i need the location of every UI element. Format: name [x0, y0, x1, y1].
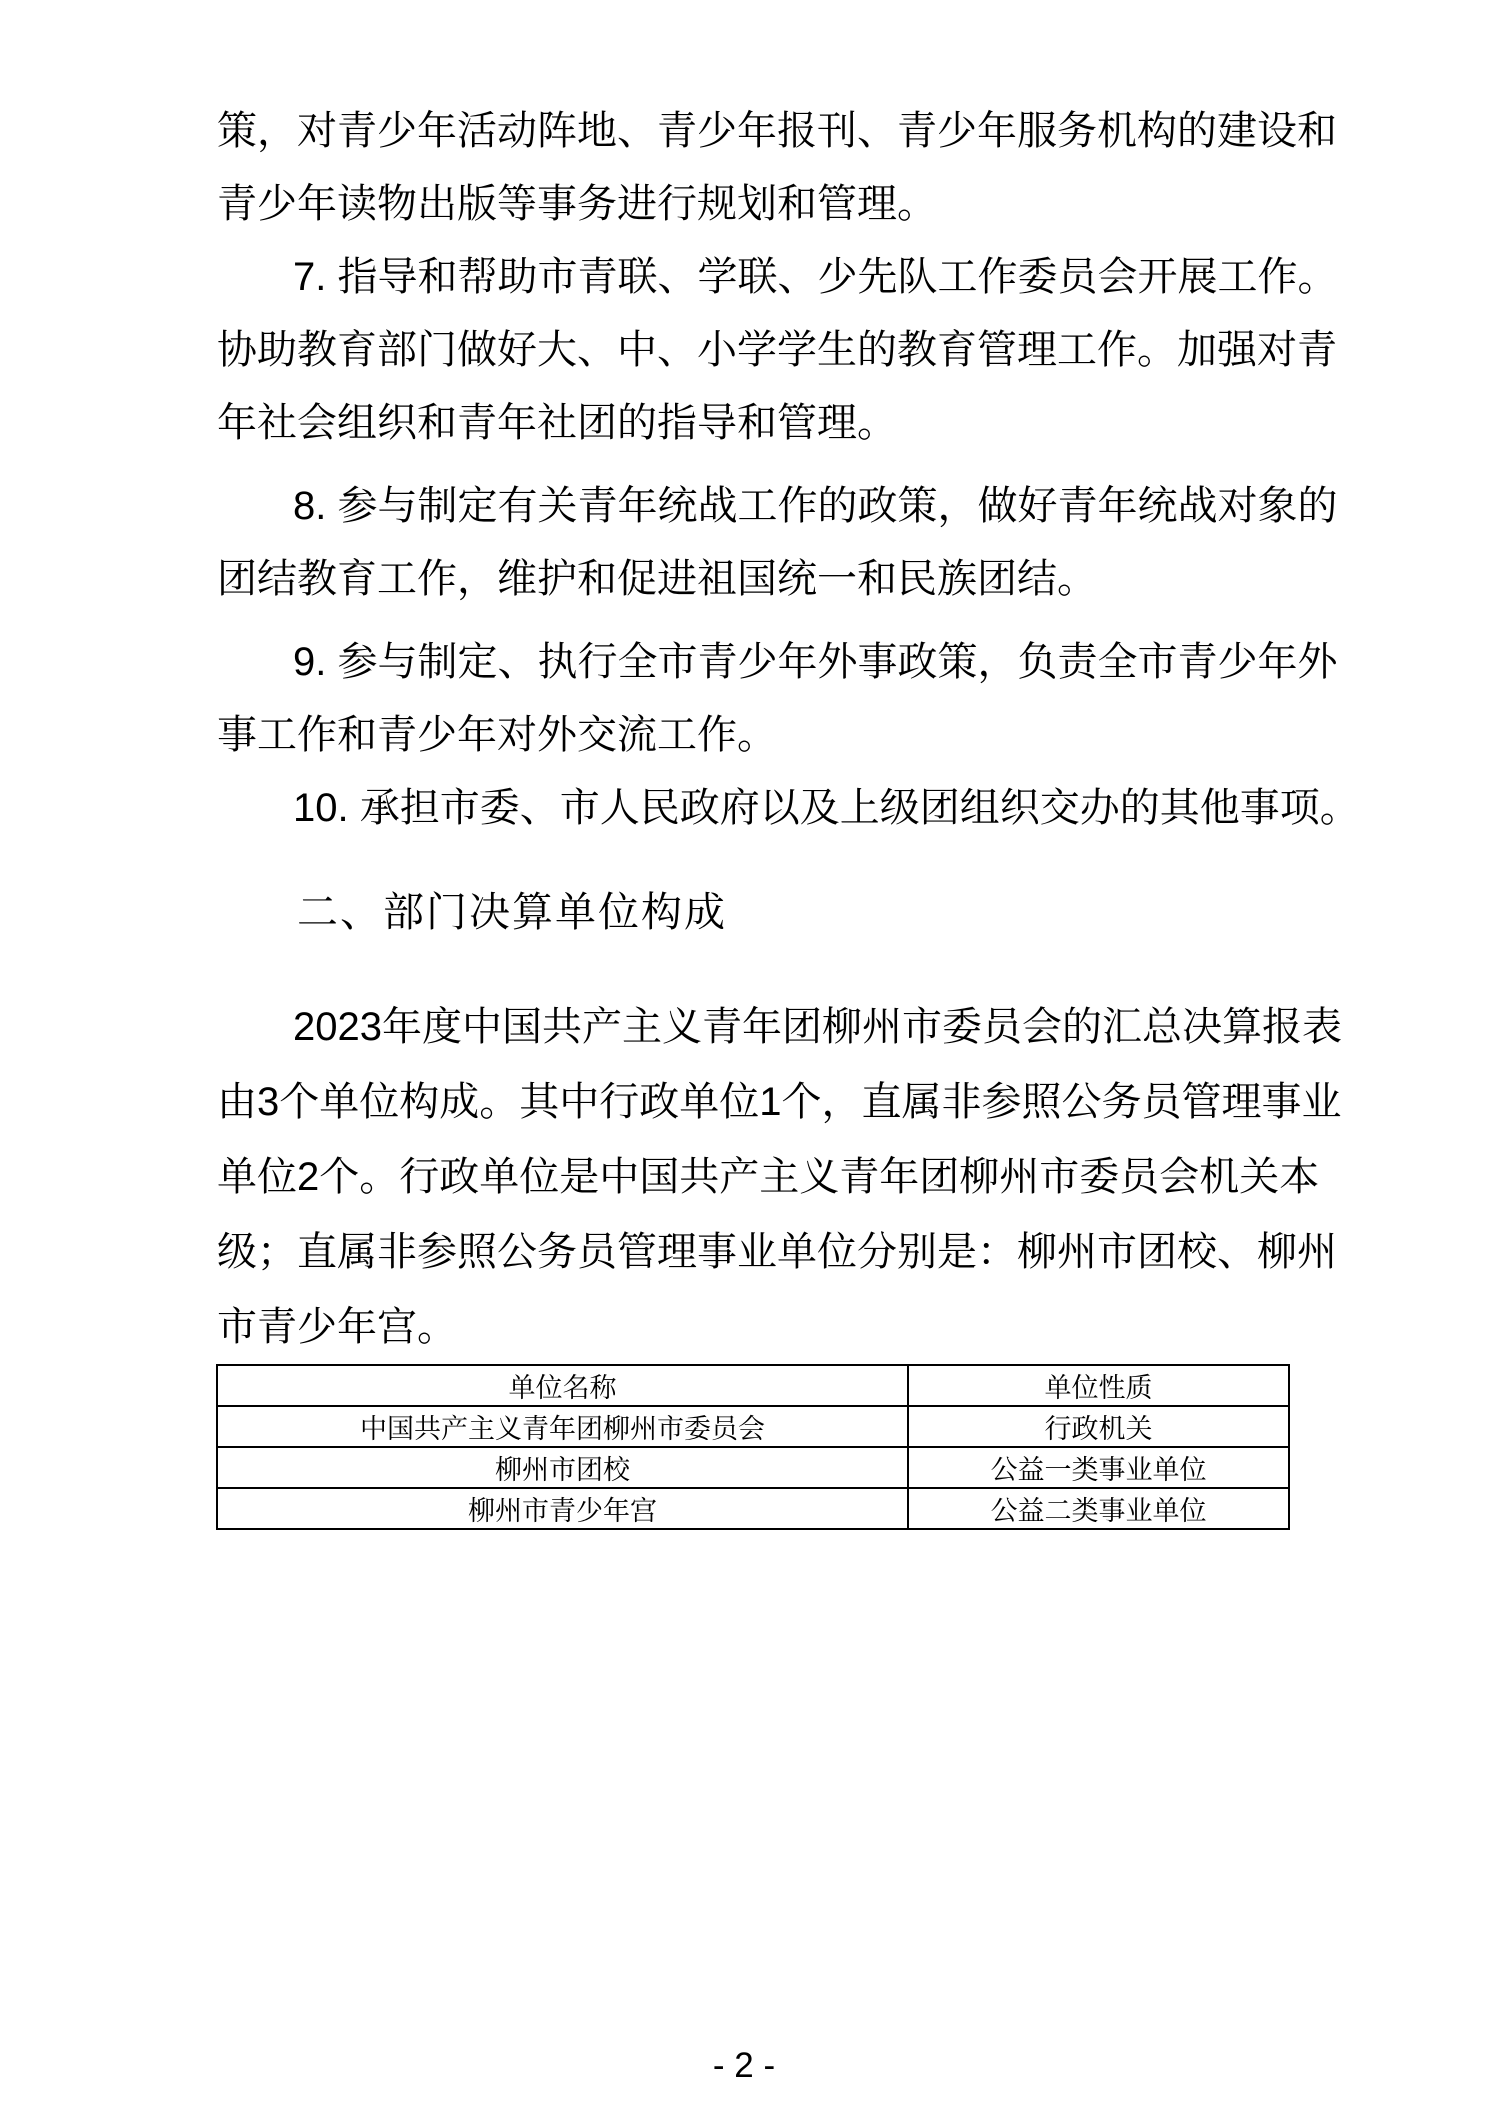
- body-line: 级；直属非参照公务员管理事业单位分别是：柳州市团校、柳州: [217, 1230, 1337, 1274]
- duties-section: [217, 95, 1360, 845]
- body-line: 策，对青少年活动阵地、青少年报刊、青少年服务机构的建设和: [217, 109, 1337, 153]
- table-row: [217, 1406, 1289, 1447]
- table-row: [217, 1447, 1289, 1488]
- section-heading: 二、部门决算单位构成: [297, 889, 727, 935]
- table-cell-unit-type: 行政机关: [908, 1406, 1289, 1447]
- body-line: 青少年读物出版等事务进行规划和管理。: [217, 182, 937, 226]
- body-line: 协助教育部门做好大、中、小学学生的教育管理工作。加强对青: [217, 328, 1337, 372]
- table-header-unit-name: 单位名称: [217, 1365, 908, 1406]
- unit-table: [216, 1364, 1290, 1530]
- table-header-unit-type: 单位性质: [908, 1365, 1289, 1406]
- table-cell-unit-name: 柳州市团校: [217, 1447, 908, 1488]
- body-line: 团结教育工作，维护和促进祖国统一和民族团结。: [217, 557, 1097, 601]
- table-header-row: [217, 1365, 1289, 1406]
- page-number: - 2 -: [712, 2046, 776, 2085]
- table-cell-unit-name: 柳州市青少年宫: [217, 1488, 908, 1529]
- body-line: 2023年度中国共产主义青年团柳州市委员会的汇总决算报表: [293, 1005, 1342, 1049]
- body-line: 单位2个。行政单位是中国共产主义青年团柳州市委员会机关本: [217, 1155, 1320, 1199]
- body-line: 事工作和青少年对外交流工作。: [217, 713, 777, 757]
- body-line-item-9: 9. 参与制定、执行全市青少年外事政策，负责全市青少年外: [293, 640, 1338, 684]
- body-line-item-10: 10. 承担市委、市人民政府以及上级团组织交办的其他事项。: [293, 786, 1360, 830]
- body-line: 由3个单位构成。其中行政单位1个，直属非参照公务员管理事业: [217, 1080, 1342, 1124]
- table-cell-unit-type: 公益二类事业单位: [908, 1488, 1289, 1529]
- body-line-item-7: 7. 指导和帮助市青联、学联、少先队工作委员会开展工作。: [293, 255, 1338, 299]
- unit-composition-paragraph: [217, 990, 1342, 1365]
- body-line: 市青少年宫。: [217, 1305, 457, 1349]
- table-cell-unit-type: 公益一类事业单位: [908, 1447, 1289, 1488]
- body-line: 年社会组织和青年社团的指导和管理。: [217, 401, 897, 445]
- body-line-item-8: 8. 参与制定有关青年统战工作的政策，做好青年统战对象的: [293, 484, 1338, 528]
- table-row: [217, 1488, 1289, 1529]
- table-cell-unit-name: 中国共产主义青年团柳州市委员会: [217, 1406, 908, 1447]
